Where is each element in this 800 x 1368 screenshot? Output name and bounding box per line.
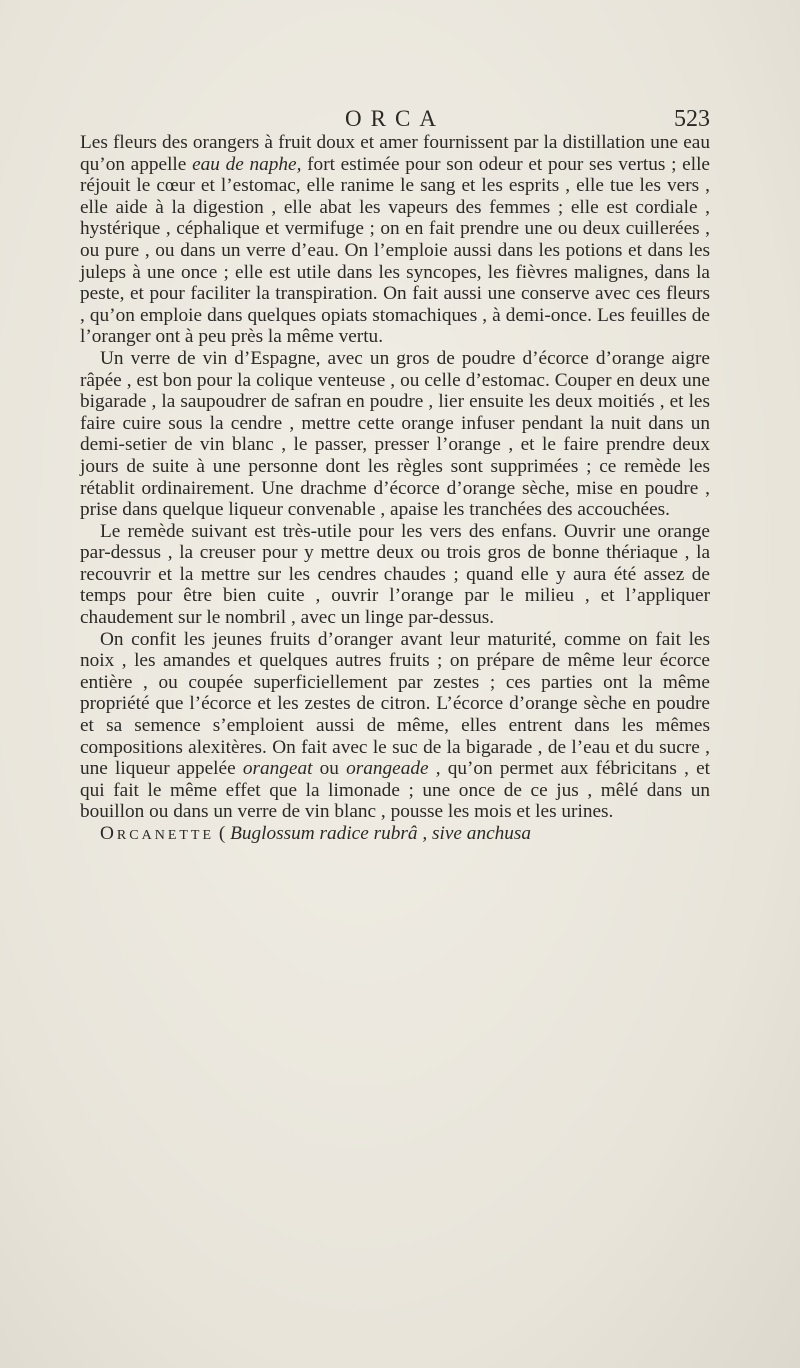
paragraph-spanish-wine-remedy: Un verre de vin d’Espagne, avec un gros de poudre d’écorce d’orange aigre râpée , est bon pour la colique venteuse , ou celle d’estomac. Couper en deux une bigarade , la saupoudrer de safran en poudre , lier ensuite les deux moitiés , et les faire cuire sous la cendre , mettre cette orange infuser pendant la nuit dans un demi-setier de vin blanc , le passer, presser l’orange , et le faire prendre deux jours de suite à une personne dont les règles sont supprimées ; ce remède les rétablit ordinairement. Une drachme d’écorce d’orange sèche, mise en poudre , prise dans quelque liqueur convenable , apaise les tranchées des accouchées.	[80, 347, 710, 521]
page-number: 523	[674, 106, 710, 132]
paragraph-candied-fruits	[80, 629, 710, 823]
running-head: ORCA	[345, 106, 445, 131]
paragraph-text: , qu’on permet aux fébricitans , et qui fait le même effet que la limonade ; une once de ce jus , mêlé dans un bouillon ou dans un verre de vin blanc , pousse les mois et les urines.	[80, 758, 710, 823]
body-text	[80, 132, 710, 845]
paragraph-worm-remedy: Le remède suivant est très-utile pour les vers des enfans. Ouvrir une orange par-dessus , la creuser pour y mettre deux ou trois gros de bonne thériaque , la recouvrir et la mettre sur les cendres chaudes ; quand elle y aura été assez de temps pour être bien cuite , ouvrir l’orange par le milieu , et l’appliquer chaudement sur le nombril , avec un linge par-dessus.	[80, 520, 710, 629]
entry-headword: Orcanette	[100, 823, 215, 844]
entry-text: (	[214, 823, 231, 844]
paragraph-text: ou	[312, 758, 347, 780]
italic-term-orangeat: orangeat	[242, 758, 313, 780]
paragraph-text: fort estimée pour son odeur et pour ses vertus ; elle réjouit le cœur et l’estomac, elle ranime le sang et les esprits , elle tue les vers , elle aide à la digestion , elle abat les vapeurs des femmes ; elle est cordiale , hystérique , céphalique et vermifuge ; on en fait prendre une ou deux cuillerées , ou pure , ou dans un verre d’eau. On l’emploie aussi dans les potions et dans les juleps à une once ; elle est utile dans les syncopes, les fièvres malignes, dans la peste, et pour faciliter la transpiration. On fait aussi une conserve avec ces fleurs , qu’on emploie dans quelques opiats stomachiques , à demi-once. Les feuilles de l’oranger ont à peu près la même vertu.	[80, 153, 710, 348]
paragraph-orange-blossom-water	[80, 132, 710, 348]
italic-term-eau-de-naphe: eau de naphe,	[192, 153, 302, 175]
paragraph-text: Les fleurs des orangers à fruit doux et amer fournissent par la distillation une eau qu’on appelle	[80, 132, 710, 175]
paragraph-text: On confit les jeunes fruits d’oranger avant leur maturité, comme on fait les noix , les amandes et quelques autres fruits ; on prépare de même leur écorce entière , ou coupée superficiellement par zestes ; ces parties ont la même propriété que l’écorce et les zestes de citron. L’écorce d’orange sèche en poudre et sa semence s’emploient aussi de même, elles entrent dans les mêmes compositions alexitères. On fait avec le suc de la bigarade , de l’eau et du sucre , une liqueur appelée	[80, 628, 710, 780]
italic-latin-name: Buglossum radice rubrâ , sive anchusa	[230, 823, 532, 844]
entry-orcanette	[80, 823, 710, 845]
italic-term-orangeade: orangeade	[346, 758, 429, 780]
